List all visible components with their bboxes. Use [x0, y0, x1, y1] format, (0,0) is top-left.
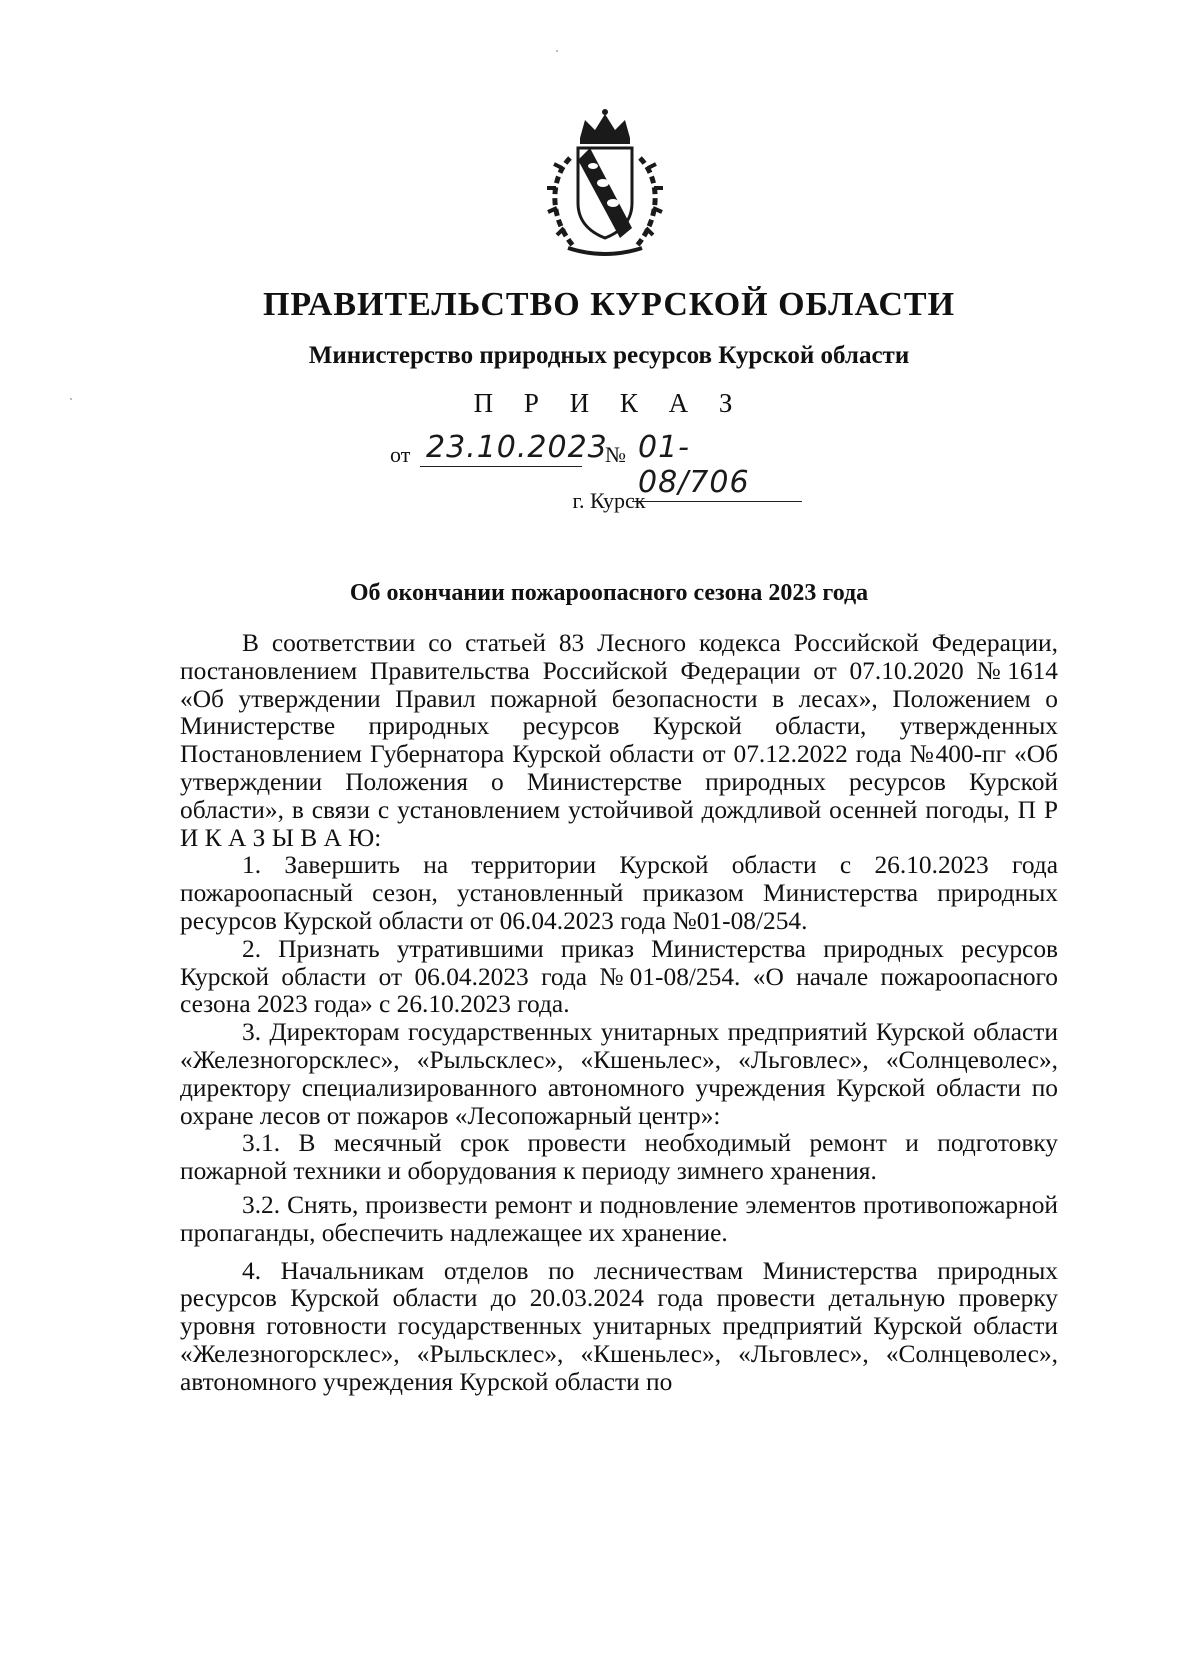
handwritten-number: 01-08/706 [632, 430, 802, 502]
paragraph-item-1: 1. Завершить на территории Курской области с 26.10.2023 года пожароопасный сезон, установленный приказом Министерства природных ресурсов Курской области от 06.04.2023 года №01-08/254. [180, 851, 1058, 935]
paragraph-item-3-1: 3.1. В месячный срок провести необходимый ремонт и подготовку пожарной техники и оборудования к периоду зимнего хранения. [180, 1129, 1058, 1186]
scan-speck [556, 50, 558, 52]
paragraph-preamble: В соответствии со статьей 83 Лесного кодекса Российской Федерации, постановлением Правительства Российской Федерации от 07.10.2020 №1614 «Об утверждении Правил пожарной безопасности в лесах», Положением о Министерстве природных ресурсов Курской области, утвержденных Постановлением Губернатора Курской области от 07.12.2022 года №400-пг «Об утверждении Положения о Министерстве природных ресурсов Курской области», в связи с установлением устойчивой дождливой осенней погоды, П Р И К А З Ы В А Ю: [180, 629, 1058, 852]
number-prefix: № [605, 442, 626, 467]
document-body [180, 630, 1058, 1397]
paragraph-item-4: 4. Начальникам отделов по лесничествам Министерства природных ресурсов Курской области до 20.03.2024 года провести детальную проверку уровня готовности государственных унитарных предприятий Курской области «Железногорсклес», «Рыльсклес», «Кшеньлес», «Льговлес», «Солнцеволес», автономного учреждения Курской области по [180, 1256, 1058, 1396]
document-type: П Р И К А З [473, 388, 745, 418]
government-title: ПРАВИТЕЛЬСТВО КУРСКОЙ ОБЛАСТИ [262, 286, 956, 323]
document-subject: Об окончании пожароопасного сезона 2023 года [349, 580, 869, 606]
handwritten-date: 23.10.2023 [420, 430, 582, 467]
scan-speck [70, 398, 72, 400]
city-label: г. Курск [572, 488, 646, 513]
paragraph-item-3: 3. Директорам государственных унитарных предприятий Курской области «Железногорсклес», «Рыльсклес», «Кшеньлес», «Льговлес», «Солнцеволес», директору специализированного автономного учреждения Курской области по охране лесов от пожаров «Лесопожарный центр»: [180, 1018, 1058, 1130]
date-number-line [390, 430, 850, 500]
coat-of-arms-emblem [540, 108, 670, 258]
paragraph-item-3-2: 3.2. Снять, произвести ремонт и подновление элементов противопожарной пропаганды, обеспечить надлежащее их хранение. [180, 1190, 1058, 1247]
ministry-name: Министерство природных ресурсов Курской области [308, 342, 910, 369]
date-prefix: от [390, 442, 411, 467]
paragraph-item-2: 2. Признать утратившими приказ Министерства природных ресурсов Курской области от 06.04.2023 года №01-08/254. «О начале пожароопасного сезона 2023 года» с 26.10.2023 года. [180, 934, 1058, 1019]
